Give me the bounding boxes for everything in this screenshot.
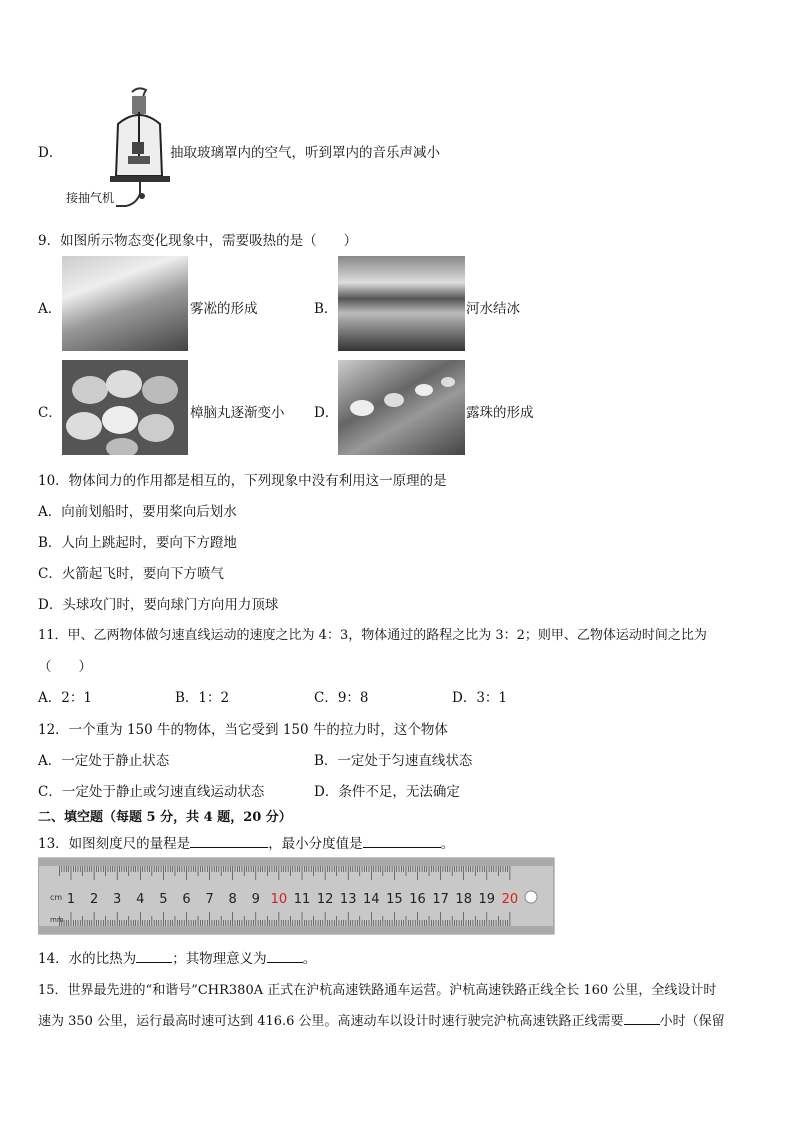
q11-option-b: B．1：2 — [175, 690, 230, 706]
q10-option-a: A．向前划船时，要用桨向后划水 — [38, 504, 237, 520]
ruler-number: 7 — [205, 892, 214, 907]
q13-text-2: ，最小分度值是 — [268, 836, 363, 852]
q11-stem: 11．甲、乙两物体做匀速直线运动的速度之比为 4：3，物体通过的路程之比为 3：2；则甲、乙物体运动时间之比为 — [38, 628, 707, 643]
q15-blank-hours[interactable] — [624, 1012, 660, 1025]
ruler-number: 17 — [432, 892, 449, 907]
q12-stem: 12．一个重为 150 牛的物体，当它受到 150 牛的拉力时，这个物体 — [38, 722, 448, 738]
q14-text-1: 14．水的比热为 — [38, 951, 137, 967]
q10-option-b: B．人向上跳起时，要向下方蹬地 — [38, 535, 237, 551]
q8-d-label: D． — [38, 145, 63, 161]
q11-option-c: C．9：8 — [314, 690, 369, 706]
q9-stem: 9．如图所示物态变化现象中，需要吸热的是（ ） — [38, 233, 358, 249]
ruler-figure — [38, 856, 556, 936]
q10-option-c: C．火箭起飞时，要向下方喷气 — [38, 566, 224, 582]
frozen-river-photo — [338, 256, 465, 351]
ruler-number: 12 — [316, 892, 334, 907]
q10-option-d: D．头球攻门时，要向球门方向用力顶球 — [38, 597, 279, 613]
pump-label: 接抽气机 — [66, 191, 115, 205]
ruler-number: 1 — [66, 892, 76, 907]
q9-option-b-label: B． — [314, 301, 338, 317]
mothballs-photo — [62, 360, 188, 455]
q14-blank-heat[interactable] — [136, 950, 172, 963]
ruler-number: 19 — [478, 892, 496, 907]
q9-option-d-text: 露珠的形成 — [466, 405, 534, 421]
q14-line — [38, 947, 316, 967]
q15-line-1: 15．世界最先进的“和谐号”CHR380A 正式在沪杭高速铁路通车运营。沪杭高速铁路正线全长 160 公里，全线设计时 — [38, 983, 717, 998]
dew-photo — [338, 360, 465, 455]
q11-paren: （ ） — [38, 659, 92, 675]
q9-option-a-label: A． — [38, 301, 62, 317]
q11-option-a: A．2：1 — [38, 690, 92, 706]
ruler-number: 11 — [293, 892, 311, 907]
ruler-number: 15 — [386, 892, 403, 907]
rime-photo — [62, 256, 188, 351]
section-title: 二、填空题（每题 5 分，共 4 题，20 分） — [38, 810, 292, 825]
q9-option-c-text: 樟脑丸逐渐变小 — [190, 405, 285, 421]
ruler-number: 16 — [409, 892, 426, 907]
q9-option-d-label: D． — [314, 405, 339, 421]
ruler-number: 6 — [182, 892, 191, 907]
ruler-number: 4 — [136, 892, 145, 907]
q12-option-b: B．一定处于匀速直线状态 — [314, 753, 473, 769]
ruler-number: 10 — [270, 892, 288, 907]
ruler-unit-label: cm — [50, 893, 63, 902]
q15-line-2 — [38, 1010, 725, 1029]
q12-option-d: D．条件不足，无法确定 — [314, 784, 460, 800]
ruler-number: 13 — [339, 892, 357, 907]
ruler-number: 8 — [228, 892, 237, 907]
q12-option-a: A．一定处于静止状态 — [38, 753, 170, 769]
ruler-hole — [525, 891, 537, 903]
ruler-number: 18 — [455, 892, 472, 907]
ruler-number: 5 — [159, 892, 168, 907]
q13-blank-division[interactable] — [363, 835, 441, 848]
q13-blank-range[interactable] — [190, 835, 268, 848]
ruler-number: 14 — [363, 892, 380, 907]
q13-text-3: 。 — [440, 836, 455, 852]
q12-option-c: C．一定处于静止或匀速直线运动状态 — [38, 784, 265, 800]
q10-stem: 10．物体间力的作用都是相互的，下列现象中没有利用这一原理的是 — [38, 473, 447, 489]
q14-text-2: ；其物理意义为 — [172, 951, 267, 967]
q11-option-d: D．3：1 — [452, 690, 508, 706]
ruler-number: 2 — [89, 892, 99, 907]
q9-option-a-text: 雾凇的形成 — [190, 301, 258, 317]
q13-text-1: 13．如图刻度尺的量程是 — [38, 836, 191, 852]
q14-blank-meaning[interactable] — [267, 950, 303, 963]
q9-option-c-label: C． — [38, 405, 62, 421]
q13-line — [38, 832, 454, 852]
q15-text-2a: 速为 350 公里，运行最高时速可达到 416.6 公里。高速动车以设计时速行驶完沪杭高速铁路正线需要 — [38, 1014, 624, 1029]
q14-text-3: 。 — [302, 951, 317, 967]
q8-d-text: 抽取玻璃罩内的空气，听到罩内的音乐声减小 — [170, 145, 440, 161]
ruler-number: 9 — [251, 892, 260, 907]
ruler-unit-label-bottom: mm — [50, 916, 64, 924]
ruler-number: 20 — [501, 892, 519, 907]
q9-option-b-text: 河水结冰 — [466, 301, 520, 317]
ruler-number: 3 — [113, 892, 122, 907]
q15-text-2b: 小时（保留 — [659, 1014, 725, 1029]
